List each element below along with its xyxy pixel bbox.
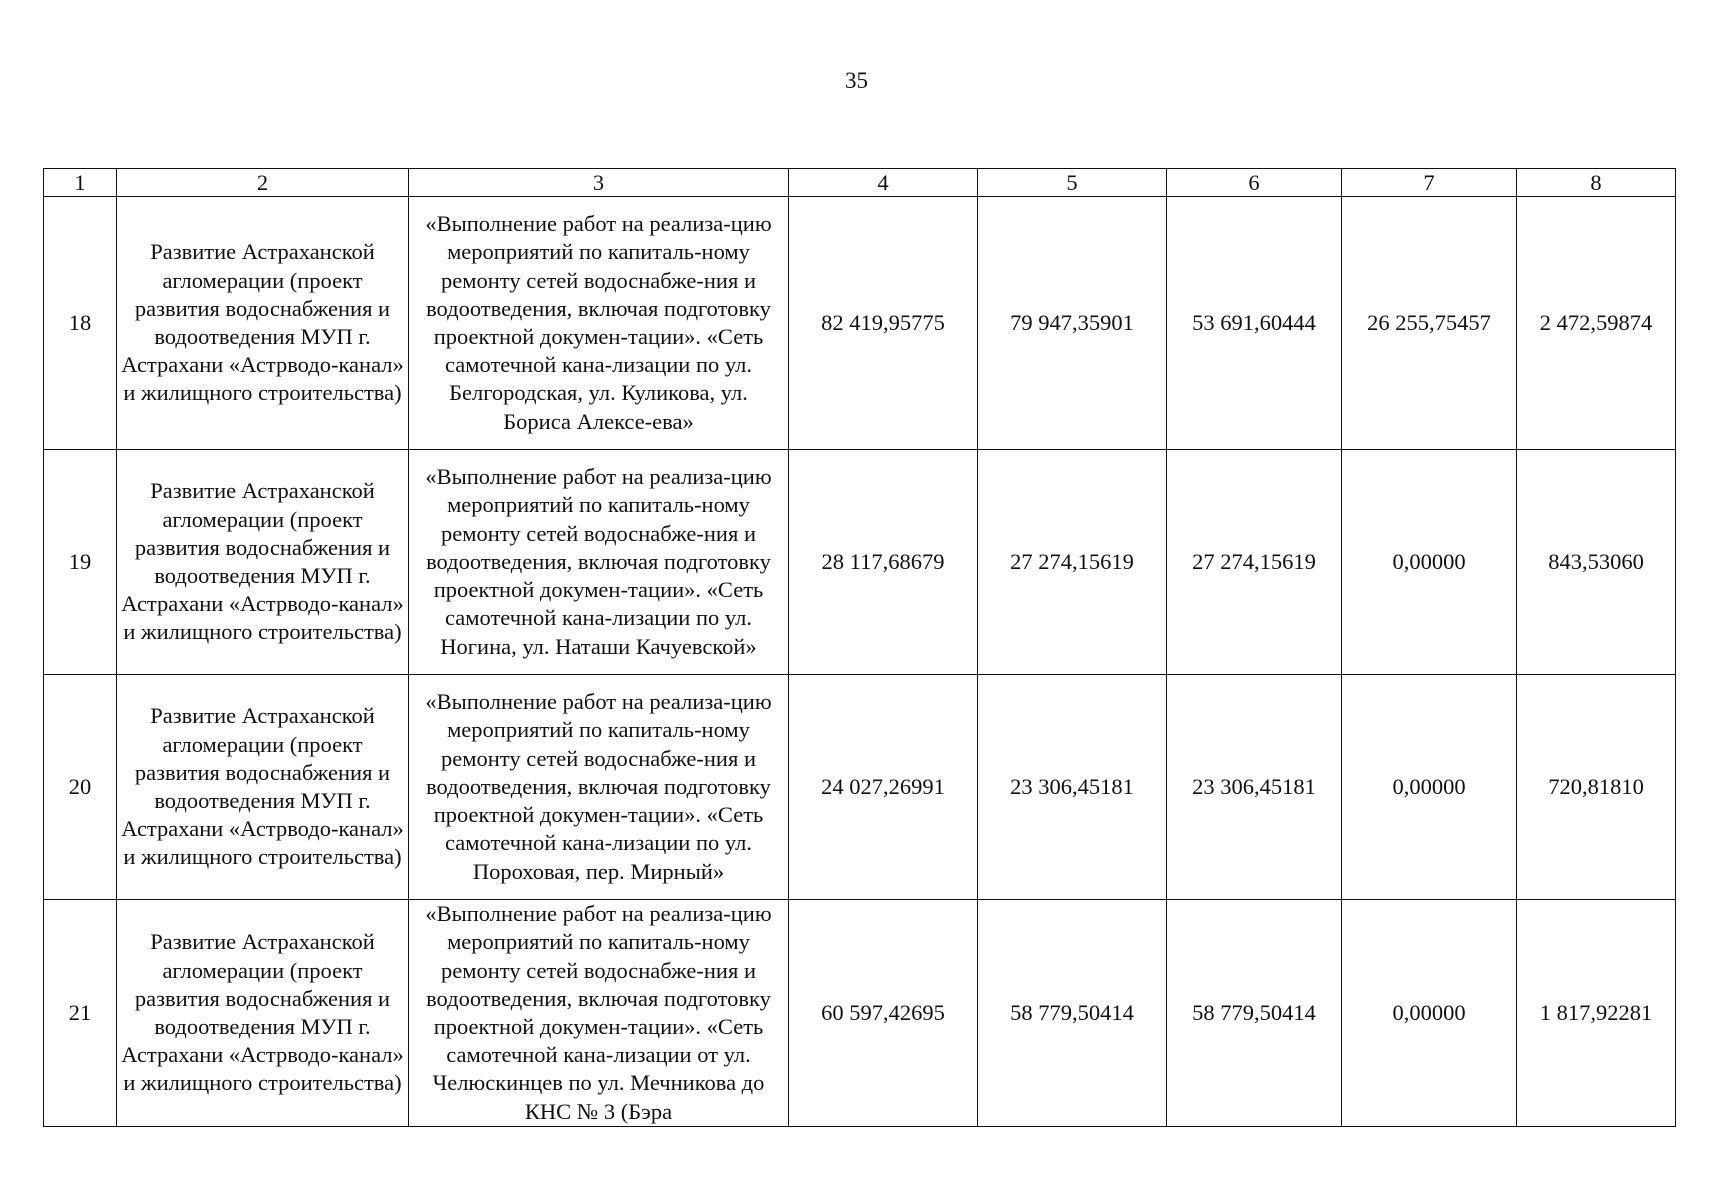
value-col-4: 24 027,26991: [789, 675, 978, 900]
value-col-6: 53 691,60444: [1167, 197, 1342, 450]
project-name: Развитие Астраханской агломерации (проект развития водоснабжения и водоотведения МУП г. Астрахани «Астрводо-канал» и жилищного строительства): [117, 450, 409, 675]
value-col-6: 27 274,15619: [1167, 450, 1342, 675]
header-col-8: 8: [1517, 169, 1676, 197]
value-col-4: 28 117,68679: [789, 450, 978, 675]
header-col-1: 1: [44, 169, 117, 197]
value-col-5: 79 947,35901: [978, 197, 1167, 450]
work-description: «Выполнение работ на реализа-цию мероприятий по капиталь-ному ремонту сетей водоснабже-ния и водоотведения, включая подготовку проектной докумен-тации». «Сеть самотечной кана-лизации по ул. Пороховая, пер. Мирный»: [409, 675, 789, 900]
project-name: Развитие Астраханской агломерации (проект развития водоснабжения и водоотведения МУП г. Астрахани «Астрводо-канал» и жилищного строительства): [117, 675, 409, 900]
value-col-8: 1 817,92281: [1517, 900, 1676, 1127]
row-number: 20: [44, 675, 117, 900]
table-row: [44, 450, 1676, 675]
header-col-3: 3: [409, 169, 789, 197]
value-col-8: 720,81810: [1517, 675, 1676, 900]
header-col-7: 7: [1342, 169, 1517, 197]
value-col-4: 60 597,42695: [789, 900, 978, 1127]
header-col-5: 5: [978, 169, 1167, 197]
value-col-8: 843,53060: [1517, 450, 1676, 675]
header-col-2: 2: [117, 169, 409, 197]
work-description: «Выполнение работ на реализа-цию мероприятий по капиталь-ному ремонту сетей водоснабже-ния и водоотведения, включая подготовку проектной докумен-тации». «Сеть самотечной кана-лизации по ул. Ногина, ул. Наташи Качуевской»: [409, 450, 789, 675]
project-name: Развитие Астраханской агломерации (проект развития водоснабжения и водоотведения МУП г. Астрахани «Астрводо-канал» и жилищного строительства): [117, 197, 409, 450]
value-col-5: 23 306,45181: [978, 675, 1167, 900]
table-row: [44, 675, 1676, 900]
work-description: «Выполнение работ на реализа-цию мероприятий по капиталь-ному ремонту сетей водоснабже-ния и водоотведения, включая подготовку проектной докумен-тации». «Сеть самотечной кана-лизации от ул. Челюскинцев по ул. Мечникова до КНС № 3 (Бэра: [409, 900, 789, 1127]
value-col-5: 58 779,50414: [978, 900, 1167, 1127]
value-col-6: 23 306,45181: [1167, 675, 1342, 900]
row-number: 18: [44, 197, 117, 450]
project-name: Развитие Астраханской агломерации (проект развития водоснабжения и водоотведения МУП г. Астрахани «Астрводо-канал» и жилищного строительства): [117, 900, 409, 1127]
value-col-7: 0,00000: [1342, 450, 1517, 675]
work-description: «Выполнение работ на реализа-цию мероприятий по капиталь-ному ремонту сетей водоснабже-ния и водоотведения, включая подготовку проектной докумен-тации». «Сеть самотечной кана-лизации по ул. Белгородская, ул. Куликова, ул. Бориса Алексе-ева»: [409, 197, 789, 450]
table-row: [44, 900, 1676, 1127]
value-col-6: 58 779,50414: [1167, 900, 1342, 1127]
value-col-8: 2 472,59874: [1517, 197, 1676, 450]
value-col-7: 26 255,75457: [1342, 197, 1517, 450]
header-col-6: 6: [1167, 169, 1342, 197]
page-number: 35: [845, 68, 868, 93]
value-col-5: 27 274,15619: [978, 450, 1167, 675]
row-number: 21: [44, 900, 117, 1127]
value-col-7: 0,00000: [1342, 900, 1517, 1127]
header-row: [44, 169, 1676, 197]
data-table: [43, 168, 1676, 1127]
value-col-7: 0,00000: [1342, 675, 1517, 900]
table-row: [44, 197, 1676, 450]
row-number: 19: [44, 450, 117, 675]
value-col-4: 82 419,95775: [789, 197, 978, 450]
header-col-4: 4: [789, 169, 978, 197]
